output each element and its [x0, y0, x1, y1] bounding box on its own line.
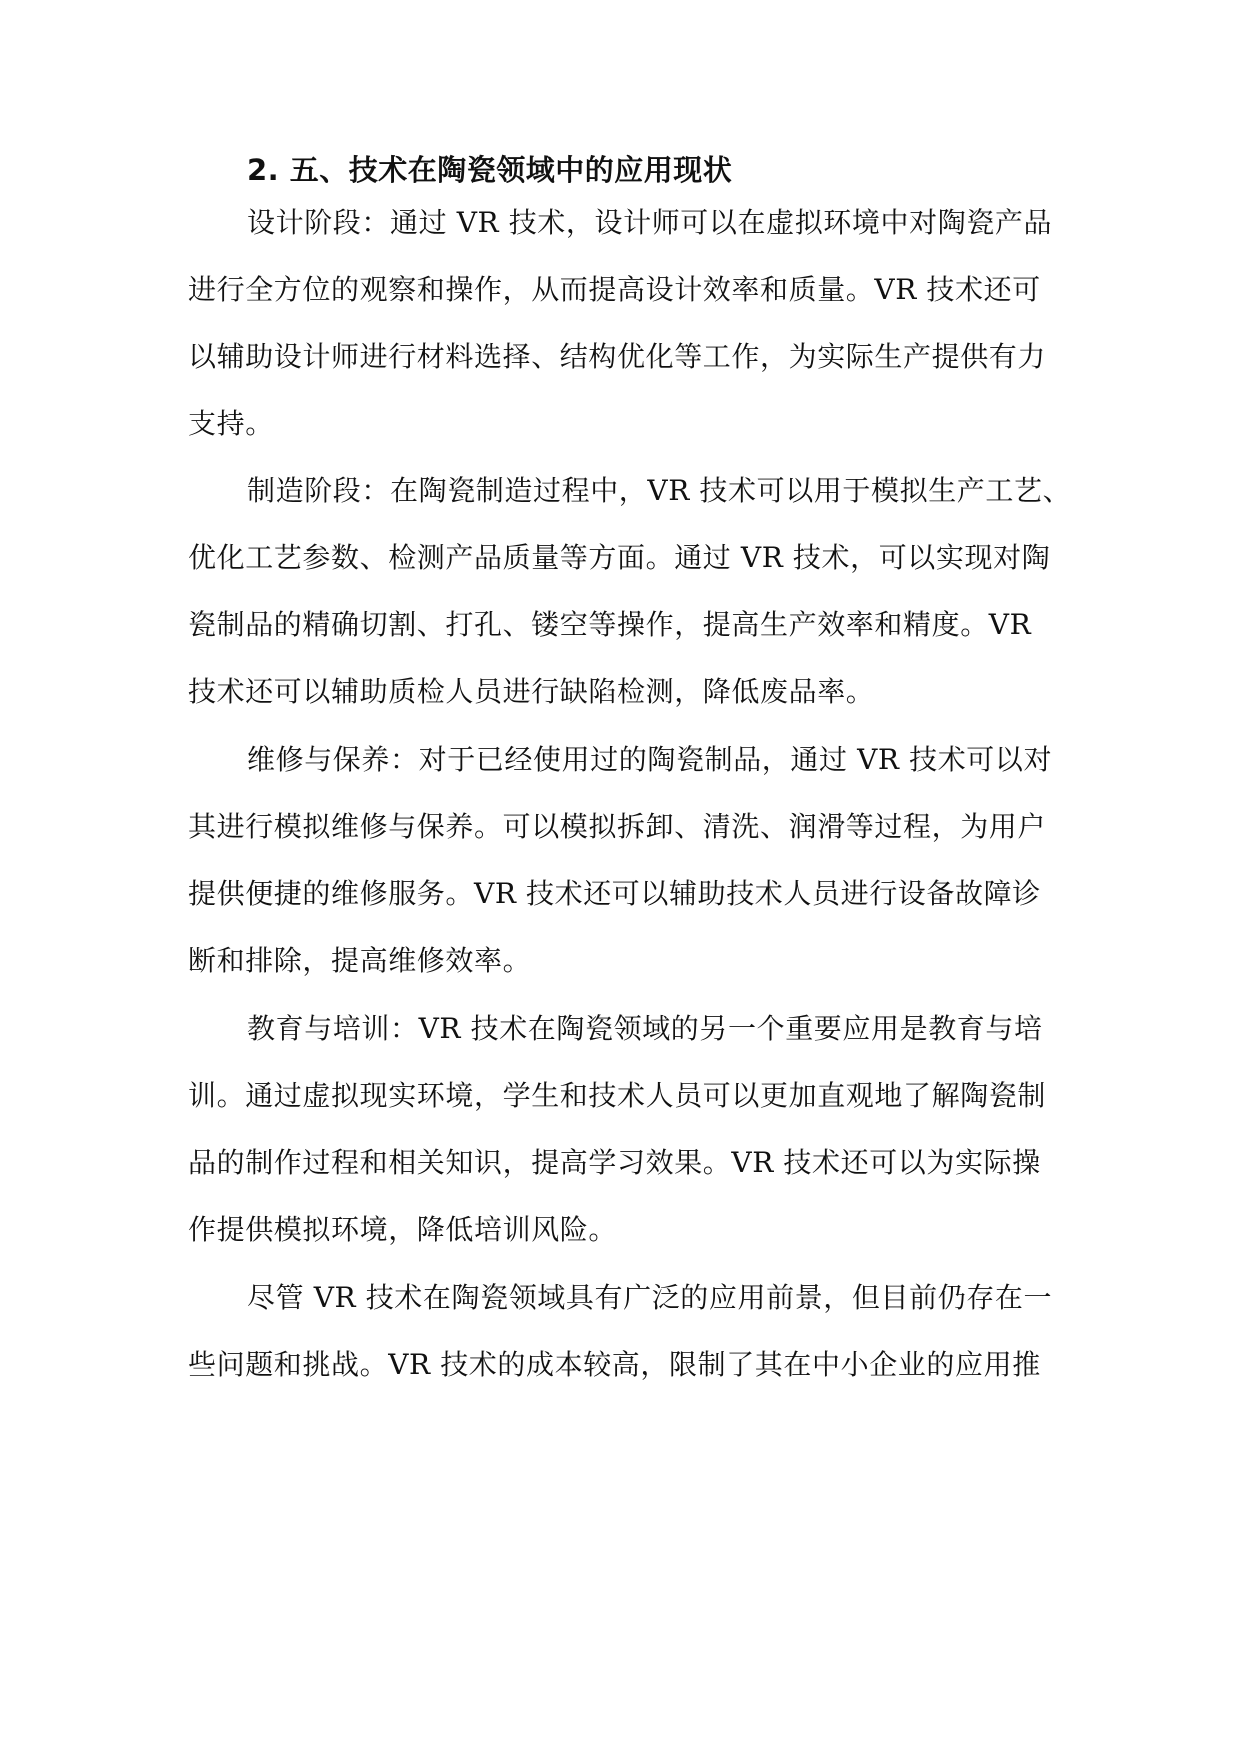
paragraph-training-line-1: 教育与培训：VR 技术在陶瓷领域的另一个重要应用是教育与培: [247, 1012, 1043, 1045]
section-heading: 2. 五、技术在陶瓷领域中的应用现状: [247, 153, 733, 187]
paragraph-design-line-4: 支持。: [188, 407, 274, 440]
paragraph-challenges-line-1: 尽管 VR 技术在陶瓷领域具有广泛的应用前景，但目前仍存在一: [247, 1281, 1053, 1314]
paragraph-manufacturing-line-1: 制造阶段：在陶瓷制造过程中，VR 技术可以用于模拟生产工艺、: [247, 474, 1072, 507]
paragraph-maintenance-line-3: 提供便捷的维修服务。VR 技术还可以辅助技术人员进行设备故障诊: [188, 877, 1041, 910]
paragraph-challenges-line-2: 些问题和挑战。VR 技术的成本较高，限制了其在中小企业的应用推: [188, 1348, 1041, 1381]
paragraph-maintenance-line-1: 维修与保养：对于已经使用过的陶瓷制品，通过 VR 技术可以对: [247, 743, 1053, 776]
paragraph-manufacturing-line-4: 技术还可以辅助质检人员进行缺陷检测，降低废品率。: [188, 675, 875, 708]
paragraph-design-line-3: 以辅助设计师进行材料选择、结构优化等工作，为实际生产提供有力: [188, 340, 1047, 373]
paragraph-maintenance-line-4: 断和排除，提高维修效率。: [188, 944, 532, 977]
paragraph-training-line-4: 作提供模拟环境，降低培训风险。: [188, 1213, 618, 1246]
paragraph-design-line-2: 进行全方位的观察和操作，从而提高设计效率和质量。VR 技术还可: [188, 273, 1041, 306]
paragraph-training-line-3: 品的制作过程和相关知识，提高学习效果。VR 技术还可以为实际操: [188, 1146, 1041, 1179]
paragraph-design-line-1: 设计阶段：通过 VR 技术，设计师可以在虚拟环境中对陶瓷产品: [247, 206, 1053, 239]
paragraph-maintenance-line-2: 其进行模拟维修与保养。可以模拟拆卸、清洗、润滑等过程，为用户: [188, 810, 1047, 843]
paragraph-manufacturing-line-3: 瓷制品的精确切割、打孔、镂空等操作，提高生产效率和精度。VR: [188, 608, 1032, 641]
paragraph-training-line-2: 训。通过虚拟现实环境，学生和技术人员可以更加直观地了解陶瓷制: [188, 1079, 1047, 1112]
paragraph-manufacturing-line-2: 优化工艺参数、检测产品质量等方面。通过 VR 技术，可以实现对陶: [188, 541, 1051, 574]
